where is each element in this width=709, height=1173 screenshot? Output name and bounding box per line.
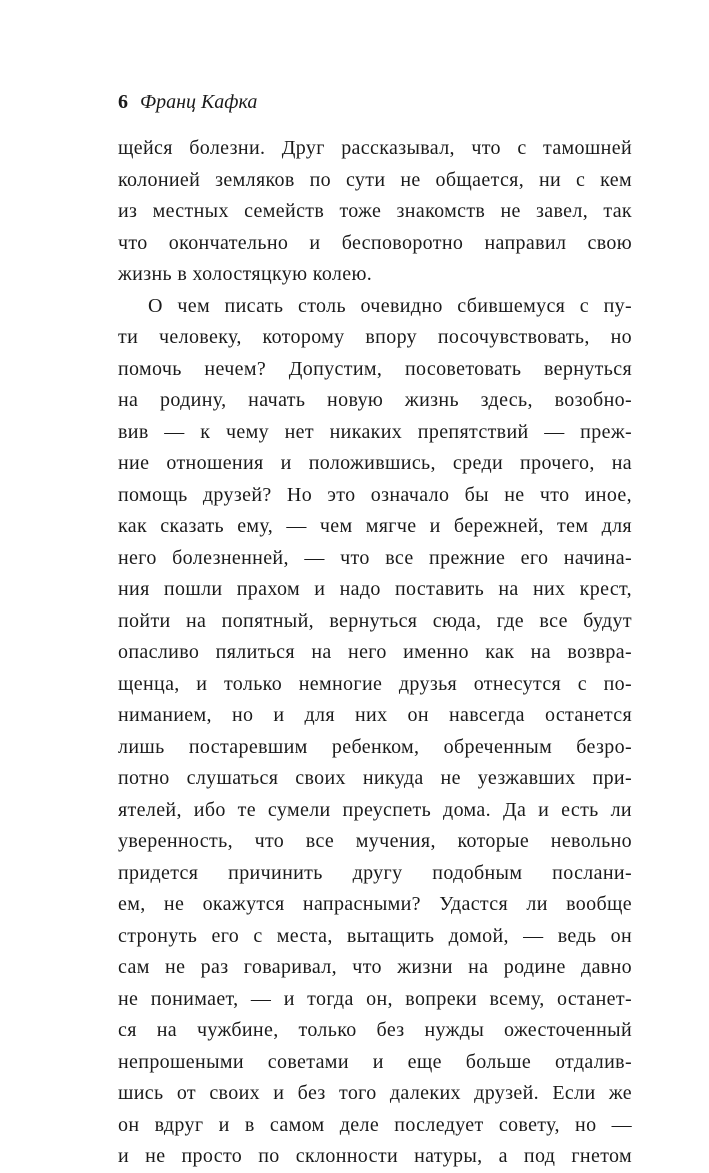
text-line: помощь друзей? Но это означало бы не что иное,	[118, 483, 632, 506]
text-line: щейся болезни. Друг рассказывал, что с тамошней	[118, 137, 632, 159]
text-line: опасливо пялиться на него именно как на возвра-	[118, 641, 632, 663]
text-line: лишь постаревшим ребенком, обреченным безро-	[118, 735, 632, 758]
text-line: что окончательно и бесповоротно направил свою	[118, 231, 632, 254]
text-line: не понимает, — и тогда он, вопреки всему, останет-	[118, 987, 632, 1010]
text-line: вив — к чему нет никаких препятствий — преж-	[118, 420, 632, 443]
text-line: сам не раз говаривал, что жизни на родине давно	[118, 956, 632, 978]
text-line: непрошеными советами и еще больше отдалив-	[118, 1050, 632, 1073]
text-line: потно слушаться своих никуда не уезжавших при-	[118, 767, 632, 789]
text-line: пойти на попятный, вернуться сюда, где все будут	[118, 609, 632, 632]
page-number: 6	[118, 91, 128, 113]
paragraph	[118, 133, 632, 291]
text-line: помочь нечем? Допустим, посоветовать вернуться	[118, 357, 632, 380]
text-line: он вдруг и в самом деле последует совету, но —	[118, 1113, 632, 1136]
text-line: него болезненней, — что все прежние его начина-	[118, 546, 632, 569]
text-line: ние отношения и положившись, среди прочего, на	[118, 452, 632, 474]
text-line: и не просто по склонности натуры, а под гнетом	[118, 1145, 632, 1167]
text-line: жизнь в холостяцкую колею.	[118, 263, 373, 285]
text-line: шись от своих и без того далеких друзей. Если же	[118, 1082, 632, 1104]
book-page	[118, 88, 632, 1173]
text-line: придется причинить другу подобным послани-	[118, 861, 632, 884]
body-text	[118, 133, 632, 1173]
text-line: ти человеку, которому впору посочувствовать, но	[118, 326, 632, 348]
text-line: О чем писать столь очевидно сбившемуся с пу-	[148, 294, 632, 317]
text-line: колонией земляков по сути не общается, ни с кем	[118, 168, 632, 191]
text-line: щенца, и только немногие друзья отнесутся с по-	[118, 672, 632, 695]
text-line: ся на чужбине, только без нужды ожесточенный	[118, 1019, 632, 1041]
text-line: ем, не окажутся напрасными? Удастся ли вообще	[118, 893, 632, 915]
text-line: ятелей, ибо те сумели преуспеть дома. Да и есть ли	[118, 798, 632, 821]
text-line: из местных семейств тоже знакомств не завел, так	[118, 200, 632, 222]
text-line: стронуть его с места, вытащить домой, — ведь он	[118, 924, 632, 947]
text-line: как сказать ему, — чем мягче и бережней, тем для	[118, 515, 632, 537]
running-head	[118, 88, 632, 116]
text-line: ния пошли прахом и надо поставить на них крест,	[118, 578, 632, 600]
text-line: ниманием, но и для них он навсегда останется	[118, 704, 632, 726]
text-line: уверенность, что все мучения, которые невольно	[118, 830, 632, 852]
text-line: на родину, начать новую жизнь здесь, возобно-	[118, 389, 632, 411]
running-head-author: Франц Кафка	[140, 91, 258, 113]
paragraph	[118, 291, 632, 1173]
